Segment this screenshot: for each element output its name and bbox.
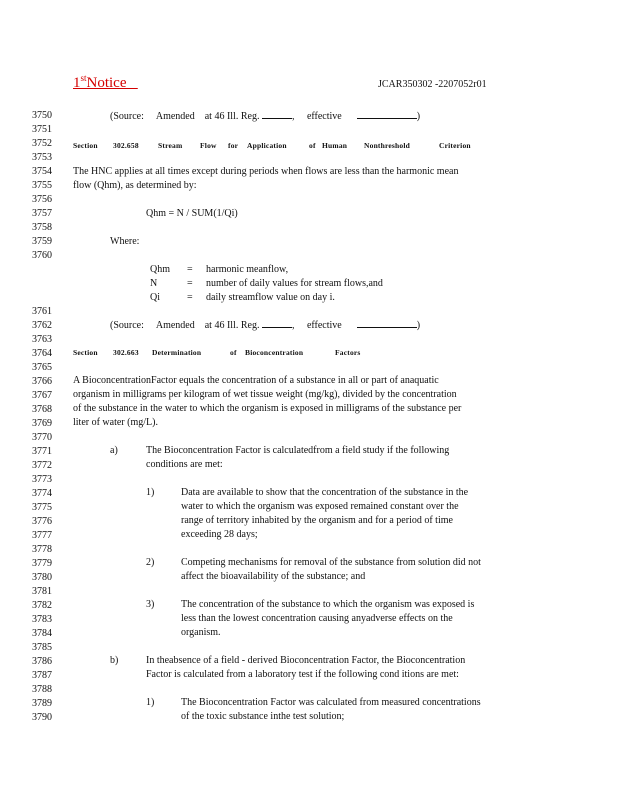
line-number: 3785	[32, 642, 52, 653]
line-number: 3771	[32, 446, 52, 457]
effective-text: effective	[306, 111, 342, 122]
text-line: liter of water (mg/L).	[73, 417, 158, 428]
line-number: 3782	[32, 600, 52, 611]
definition-text: number of daily values for stream flows,and	[206, 278, 383, 289]
line-number: 3753	[32, 152, 52, 163]
notice-word: Notice	[86, 75, 127, 91]
line-number: 3761	[32, 306, 52, 317]
hnc-line-2: flow (Qhm), as determined by:	[73, 180, 197, 191]
text-line: In theabsence of a field - derived Bioconcentration Factor, the Bioconcentration	[146, 655, 466, 666]
amended-text: Amended	[155, 320, 195, 331]
line-number: 3773	[32, 474, 52, 485]
section-heading-302-658	[73, 141, 471, 150]
comma-text: ,	[291, 111, 295, 122]
register-blank	[262, 109, 292, 119]
heading-word: Factors	[335, 348, 361, 357]
source-label: (Source:	[110, 111, 144, 122]
heading-word: Determination	[152, 348, 202, 357]
heading-word: Human	[322, 141, 348, 150]
line-number: 3777	[32, 530, 52, 541]
text-line: less than the lowest concentration causing anyadverse effects on the	[181, 613, 453, 624]
item-a3-text	[181, 598, 474, 640]
heading-word: Nonthreshold	[364, 141, 411, 150]
line-number: 3787	[32, 670, 52, 681]
where-label: Where:	[110, 236, 140, 247]
item-b-label: b)	[110, 655, 119, 666]
definition-equals: =	[187, 278, 193, 289]
line-number: 3779	[32, 558, 52, 569]
item-b-text	[146, 654, 465, 682]
line-number: 3775	[32, 502, 52, 513]
register-blank	[262, 318, 292, 328]
definition-text: harmonic meanflow,	[206, 264, 289, 275]
heading-word: Stream	[158, 141, 183, 150]
close-paren: )	[416, 111, 421, 122]
line-number: 3763	[32, 334, 52, 345]
item-a2-label: 2)	[146, 557, 155, 568]
item-a-label: a)	[110, 445, 118, 456]
text-line: organism in milligrams per kilogram of wet tissue weight (mg/kg), divided by the concentration	[73, 389, 457, 400]
text-line: exceeding 28 days;	[181, 529, 258, 540]
text-line: The Bioconcentration Factor is calculatedfrom a field study if the following	[146, 445, 450, 456]
line-number: 3784	[32, 628, 52, 639]
text-line: A BioconcentrationFactor equals the concentration of a substance in all or part of anaquatic	[73, 375, 439, 386]
item-b1-text	[181, 696, 481, 724]
bcf-definition	[73, 374, 461, 430]
line-number: 3757	[32, 208, 52, 219]
line-number: 3758	[32, 222, 52, 233]
line-number: 3767	[32, 390, 52, 401]
line-number: 3752	[32, 138, 52, 149]
item-a3-label: 3)	[146, 599, 155, 610]
line-number: 3783	[32, 614, 52, 625]
line-number: 3776	[32, 516, 52, 527]
notice-number: 1	[73, 75, 81, 91]
text-line: conditions are met:	[146, 459, 223, 470]
line-number: 3774	[32, 488, 52, 499]
document-id: JCAR350302 -2207052r01	[378, 79, 487, 90]
text-line: Data are available to show that the concentration of the substance in the	[181, 487, 469, 498]
text-line: range of territory inhabited by the organism and for a period of time	[181, 515, 453, 526]
notice-title	[73, 75, 138, 92]
amended-text: Amended	[155, 111, 195, 122]
item-a2-text	[181, 556, 481, 584]
text-line: Competing mechanisms for removal of the substance from solution did not	[181, 557, 481, 568]
section-heading-302-663	[73, 348, 361, 357]
comma-text: ,	[291, 320, 295, 331]
effective-blank	[357, 318, 417, 328]
item-a1-label: 1)	[146, 487, 155, 498]
heading-word: Flow	[200, 141, 217, 150]
item-a1-text	[181, 486, 468, 542]
line-number: 3764	[32, 348, 52, 359]
line-number: 3788	[32, 684, 52, 695]
line-number: 3759	[32, 236, 52, 247]
heading-word: of	[309, 141, 316, 150]
line-number: 3766	[32, 376, 52, 387]
source-note-2	[110, 318, 420, 333]
item-a-text	[146, 444, 449, 472]
definition-equals: =	[187, 292, 193, 303]
line-number: 3786	[32, 656, 52, 667]
text-line: Factor is calculated from a laboratory test if the following cond itions are met:	[146, 669, 459, 680]
definition-symbol: Qhm	[150, 264, 170, 275]
item-b1-label: 1)	[146, 697, 155, 708]
heading-word: Bioconcentration	[245, 348, 304, 357]
text-line: affect the bioavailability of the substance; and	[181, 571, 366, 582]
line-number: 3765	[32, 362, 52, 373]
definition-symbol: N	[150, 278, 158, 289]
hnc-line-1: The HNC applies at all times except during periods when flows are less than the harmonic mean	[73, 166, 459, 177]
harmonic-mean-formula: Qhm = N / SUM(1/Qi)	[146, 208, 238, 219]
text-line: of the toxic substance inthe test solution;	[181, 711, 345, 722]
section-word: Section	[73, 141, 98, 150]
line-number: 3751	[32, 124, 52, 135]
text-line: water to which the organism was exposed remained constant over the	[181, 501, 459, 512]
effective-blank	[357, 109, 417, 119]
register-text: at 46 Ill. Reg.	[204, 320, 260, 331]
definition-equals: =	[187, 264, 193, 275]
line-number: 3756	[32, 194, 52, 205]
text-line: The Bioconcentration Factor was calculated from measured concentrations	[181, 697, 481, 708]
section-number: 302.658	[113, 141, 139, 150]
line-number: 3790	[32, 712, 52, 723]
heading-word: for	[228, 141, 239, 150]
line-number: 3781	[32, 586, 52, 597]
text-line: The concentration of the substance to which the organism was exposed is	[181, 599, 475, 610]
section-number: 302.663	[113, 348, 139, 357]
register-text: at 46 Ill. Reg.	[204, 111, 260, 122]
section-word: Section	[73, 348, 98, 357]
source-note-1	[110, 109, 420, 124]
heading-word: Application	[247, 141, 287, 150]
text-line: organism.	[181, 627, 221, 638]
definition-symbol: Qi	[150, 292, 160, 303]
heading-word: Criterion	[439, 141, 471, 150]
source-label: (Source:	[110, 320, 144, 331]
definition-text: daily streamflow value on day i.	[206, 292, 335, 303]
line-number: 3762	[32, 320, 52, 331]
line-number: 3778	[32, 544, 52, 555]
line-number: 3754	[32, 166, 52, 177]
line-number: 3750	[32, 110, 52, 121]
line-number: 3789	[32, 698, 52, 709]
line-number: 3772	[32, 460, 52, 471]
close-paren: )	[416, 320, 421, 331]
text-line: of the substance in the water to which the organism is exposed in milligrams of the substance per	[73, 403, 462, 414]
line-number: 3755	[32, 180, 52, 191]
notice-superscript: st	[80, 73, 87, 83]
line-number: 3760	[32, 250, 52, 261]
line-number: 3769	[32, 418, 52, 429]
effective-text: effective	[306, 320, 342, 331]
line-number: 3770	[32, 432, 52, 443]
line-number: 3780	[32, 572, 52, 583]
heading-word: of	[230, 348, 237, 357]
line-number: 3768	[32, 404, 52, 415]
